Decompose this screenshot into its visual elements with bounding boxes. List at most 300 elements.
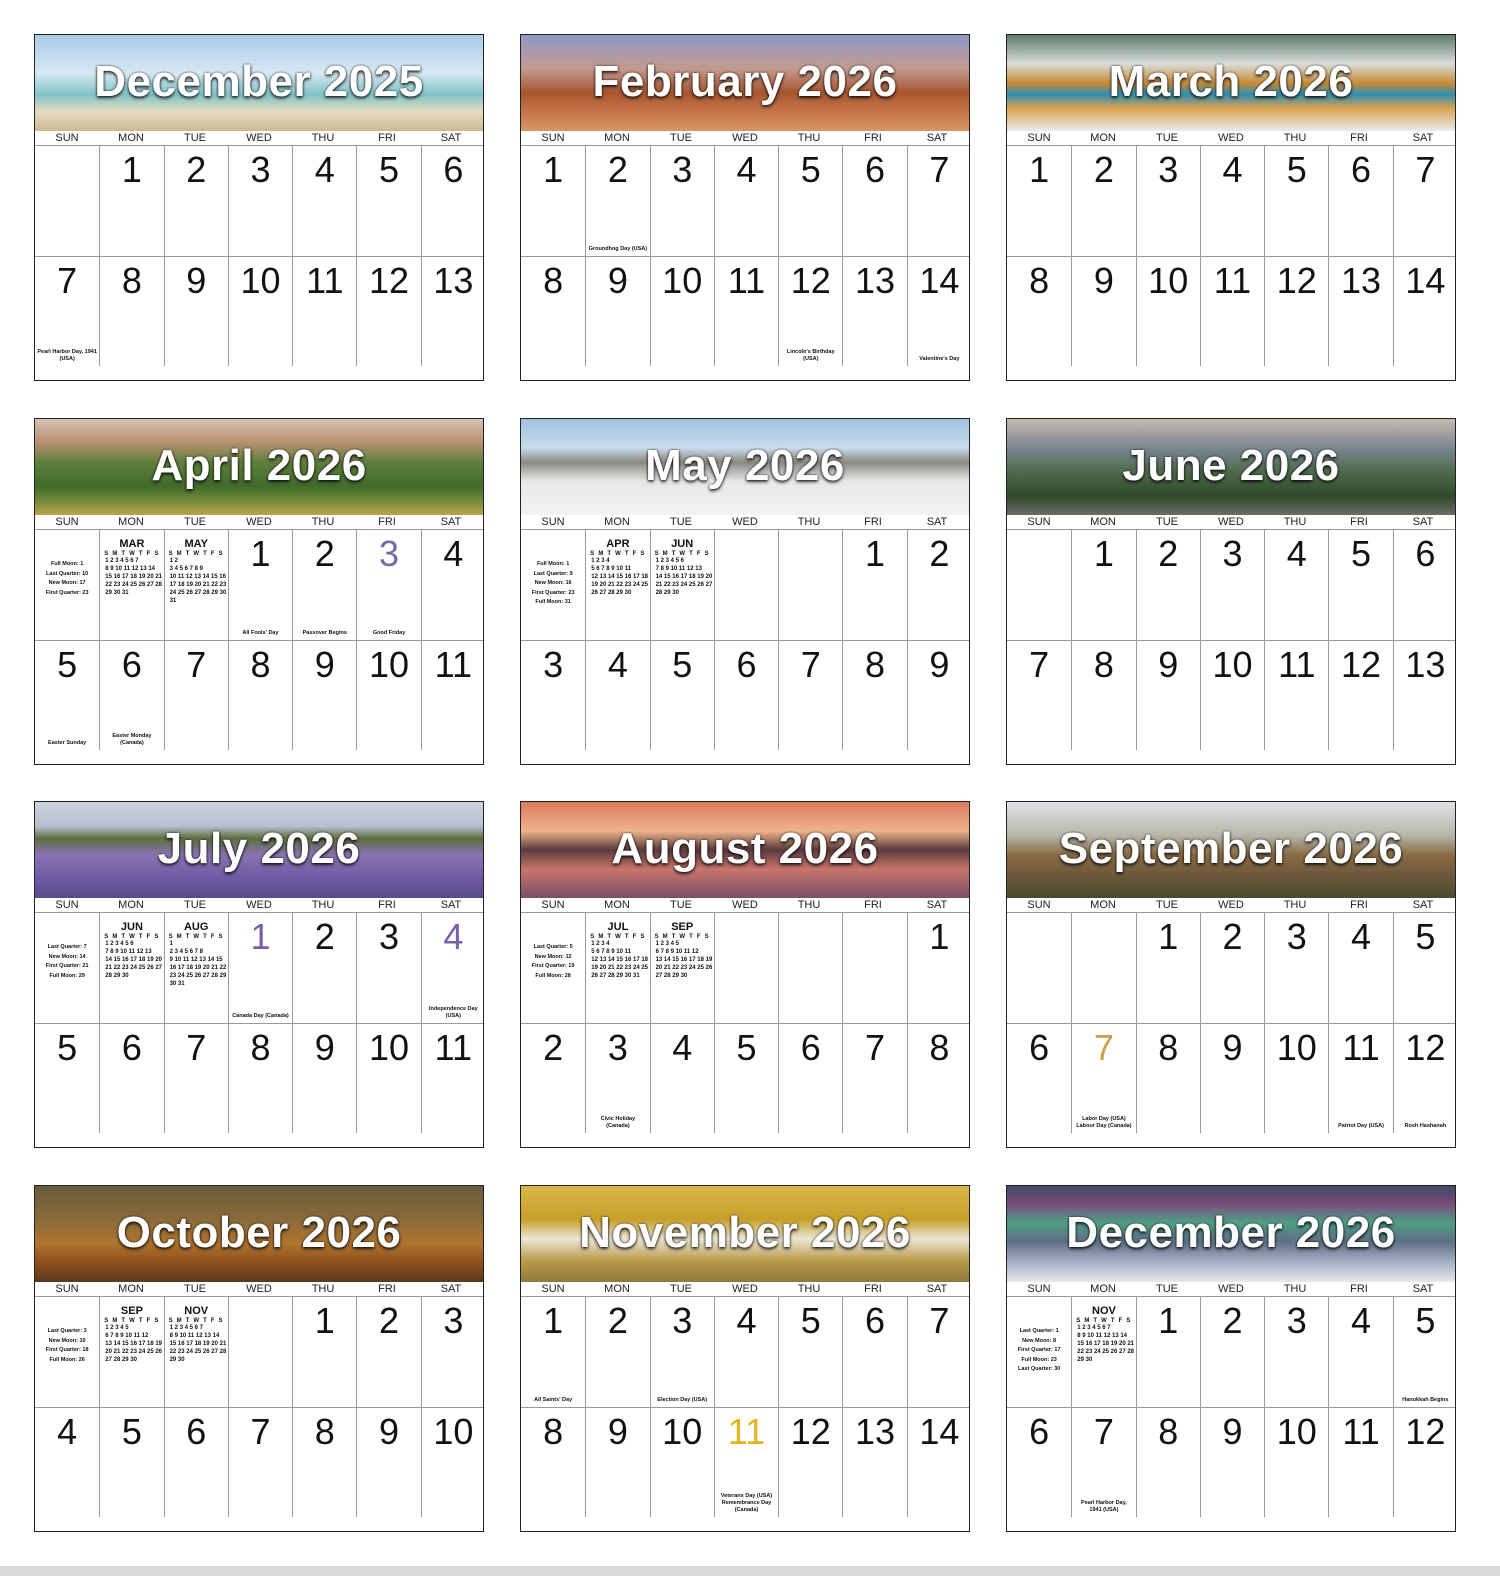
day-number: 5 — [1415, 1300, 1436, 1341]
day-cell — [778, 1407, 842, 1517]
day-cell — [164, 146, 228, 256]
day-cell — [228, 640, 292, 750]
day-number: 6 — [1351, 149, 1372, 190]
day-cell — [1007, 1407, 1071, 1517]
holiday-note: Rosh Hashanah — [1404, 1123, 1447, 1129]
day-cell — [356, 146, 420, 256]
day-cell — [1200, 256, 1264, 366]
weekday-label: WED — [1218, 899, 1244, 911]
mini-week-row: 31 — [169, 598, 177, 604]
weekday-label: FRI — [1350, 516, 1368, 528]
day-number: 7 — [865, 1027, 886, 1068]
mini-week-row: 8 9 10 11 12 13 14 — [169, 1333, 220, 1339]
day-cell — [292, 256, 356, 366]
day-grid — [35, 146, 483, 366]
month-title: June 2026 — [1122, 441, 1340, 490]
day-cell — [292, 913, 356, 1023]
day-cell — [1071, 530, 1135, 640]
weekday-label: FRI — [378, 1283, 396, 1295]
day-number: 8 — [250, 644, 271, 685]
weekday-label: THU — [1283, 516, 1307, 528]
weekday-label: SUN — [55, 1283, 79, 1295]
day-cell — [842, 146, 906, 256]
weekday-label: TUE — [670, 132, 692, 144]
weekday-header — [35, 515, 483, 530]
mini-calendar — [167, 921, 226, 988]
day-cell — [421, 1023, 484, 1133]
day-grid — [1007, 146, 1455, 366]
aurora-lake-photo — [1007, 1186, 1455, 1282]
moon-phases — [523, 560, 583, 608]
day-cell — [585, 530, 649, 640]
day-cell — [1264, 1407, 1328, 1517]
day-number: 10 — [1148, 260, 1189, 301]
mini-week-row: 3 4 5 6 7 8 9 — [169, 566, 203, 572]
day-cell — [164, 1297, 228, 1407]
weekday-header — [35, 131, 483, 146]
weekday-label: SAT — [1412, 516, 1434, 528]
day-cell — [714, 1407, 778, 1517]
day-cell — [421, 146, 484, 256]
day-cell — [1200, 640, 1264, 750]
mini-calendar — [653, 538, 712, 597]
mini-month-name: MAR — [119, 538, 145, 550]
mini-weekday-row: S M T W T F S — [104, 1318, 160, 1324]
day-cell — [1393, 1407, 1456, 1517]
moon-phases — [37, 1327, 97, 1365]
weekday-header — [1007, 131, 1455, 146]
mini-weekday-row: S M T W T F S — [590, 934, 646, 940]
mini-week-row: 12 13 14 15 16 17 18 — [591, 957, 648, 963]
day-grid — [521, 1297, 969, 1517]
day-number: 10 — [1212, 644, 1253, 685]
month-panel — [1006, 418, 1456, 765]
day-cell — [1007, 1023, 1071, 1133]
day-cell — [907, 1297, 970, 1407]
day-number: 3 — [1222, 533, 1243, 574]
day-number: 1 — [314, 1300, 335, 1341]
hot-spring-photo — [1007, 35, 1455, 131]
weekday-label: TUE — [184, 516, 206, 528]
holiday-note: Easter Sunday — [48, 740, 87, 746]
day-number: 8 — [1029, 260, 1050, 301]
mini-week-row: 6 7 8 9 10 11 12 — [655, 949, 699, 955]
day-number: 9 — [1158, 644, 1179, 685]
day-number: 8 — [250, 1027, 271, 1068]
mini-week-row: 2 3 4 5 6 7 8 — [169, 949, 203, 955]
day-cell — [228, 1297, 292, 1407]
day-number: 6 — [800, 1027, 821, 1068]
day-grid — [35, 913, 483, 1133]
day-number: 12 — [1276, 260, 1317, 301]
mini-week-row: 1 2 3 4 — [591, 558, 610, 564]
holiday-note: All Saints' Day — [534, 1397, 573, 1403]
day-cell — [585, 256, 649, 366]
day-cell — [521, 1297, 585, 1407]
aspen-grove-photo — [521, 1186, 969, 1282]
holiday-note: Independence Day (USA) — [429, 1006, 478, 1019]
moon-phase-line: New Moon: 8 — [1022, 1337, 1057, 1344]
mini-week-row: 30 31 — [169, 981, 185, 987]
moon-phase-line: Last Quarter: 1 — [1019, 1328, 1059, 1334]
day-cell — [164, 256, 228, 366]
moon-phase-line: Full Moon: 1 — [50, 561, 84, 567]
joshua-tree-photo — [1007, 802, 1455, 898]
month-panel — [34, 34, 484, 381]
day-cell — [585, 640, 649, 750]
day-number: 1 — [543, 149, 564, 190]
moon-phase-line: Last Quarter: 3 — [47, 1328, 87, 1334]
weekday-label: TUE — [670, 899, 692, 911]
day-number: 8 — [1093, 644, 1114, 685]
day-cell — [1328, 256, 1392, 366]
weekday-label: WED — [246, 899, 272, 911]
day-number: 3 — [250, 149, 271, 190]
day-cell — [714, 1023, 778, 1133]
day-number: 3 — [672, 149, 693, 190]
day-number: 9 — [929, 644, 950, 685]
day-cell — [1136, 146, 1200, 256]
day-cell — [1393, 1023, 1456, 1133]
day-number: 4 — [1351, 916, 1372, 957]
holiday-note: All Fools' Day — [242, 630, 279, 636]
day-cell — [907, 530, 970, 640]
day-number: 8 — [314, 1411, 335, 1452]
day-grid — [521, 530, 969, 750]
day-cell — [650, 1023, 714, 1133]
day-cell — [1264, 530, 1328, 640]
day-cell — [1071, 640, 1135, 750]
weekday-label: TUE — [1156, 1283, 1178, 1295]
day-number: 14 — [919, 260, 960, 301]
mini-month-name: JUL — [607, 921, 629, 933]
mini-month-name: NOV — [1092, 1305, 1116, 1317]
mini-month-name: MAY — [184, 538, 208, 550]
holiday-note: Hanukkah Begins — [1402, 1397, 1449, 1403]
weekday-label: SUN — [541, 1283, 565, 1295]
day-cell — [421, 1297, 484, 1407]
day-number: 8 — [865, 644, 886, 685]
day-cell — [1393, 913, 1456, 1023]
day-cell — [228, 256, 292, 366]
day-cell — [1264, 640, 1328, 750]
day-number: 6 — [121, 1027, 142, 1068]
day-number: 5 — [1351, 533, 1372, 574]
day-number: 2 — [929, 533, 950, 574]
day-cell — [35, 1023, 99, 1133]
day-cell — [714, 530, 778, 640]
day-cell — [1136, 1023, 1200, 1133]
moon-phases — [37, 560, 97, 598]
day-cell — [778, 530, 842, 640]
day-cell — [778, 913, 842, 1023]
weekday-label: SUN — [1027, 516, 1051, 528]
day-cell — [1328, 640, 1392, 750]
weekday-label: SAT — [1412, 132, 1434, 144]
day-cell — [585, 913, 649, 1023]
day-cell — [714, 1297, 778, 1407]
day-number: 11 — [727, 260, 766, 301]
day-number: 1 — [543, 1300, 564, 1341]
weekday-label: THU — [311, 516, 335, 528]
mini-week-row: 8 9 10 11 12 13 14 — [1077, 1333, 1127, 1339]
mini-weekday-row: S M T W T F S — [1076, 1318, 1132, 1324]
day-cell — [1071, 1407, 1135, 1517]
moon-phase-line: First Quarter: 18 — [45, 1347, 89, 1353]
day-cell — [1328, 1297, 1392, 1407]
mini-month-name: NOV — [184, 1305, 209, 1317]
mini-week-row: 21 22 23 24 25 26 27 — [655, 582, 713, 588]
weekday-label: THU — [797, 899, 821, 911]
day-cell — [842, 913, 906, 1023]
day-cell — [292, 146, 356, 256]
mini-calendar — [588, 921, 647, 980]
day-cell — [356, 913, 420, 1023]
weekday-label: THU — [1283, 899, 1307, 911]
moon-phase-line: New Moon: 16 — [534, 580, 572, 586]
day-cell — [1136, 1297, 1200, 1407]
holiday-note: Easter Monday (Canada) — [112, 733, 152, 746]
mini-weekday-row: S M T W T F S — [168, 934, 224, 940]
day-cell — [228, 1023, 292, 1133]
day-cell — [421, 640, 484, 750]
holiday-note: Pearl Harbor Day, 1941 (USA) — [1081, 1500, 1127, 1513]
day-cell — [99, 530, 163, 640]
day-cell — [585, 1023, 649, 1133]
day-cell — [1136, 256, 1200, 366]
weekday-label: WED — [1218, 516, 1244, 528]
wildflower-meadow-photo — [35, 419, 483, 515]
moon-phase-line: Last Quarter: 30 — [1018, 1366, 1061, 1372]
mini-weekday-row: S M T W T F S — [654, 934, 710, 940]
moon-phase-line: Full Moon: 23 — [1021, 1356, 1057, 1363]
day-cell — [1007, 1297, 1071, 1407]
weekday-label: THU — [797, 516, 821, 528]
weekday-label: FRI — [1350, 1283, 1368, 1295]
day-grid — [1007, 913, 1455, 1133]
moon-phase-line: Full Moon: 28 — [535, 972, 571, 979]
day-number: 14 — [919, 1411, 960, 1452]
day-number: 3 — [1286, 1300, 1307, 1341]
day-cell — [99, 1407, 163, 1517]
day-cell — [421, 256, 484, 366]
day-cell — [907, 913, 970, 1023]
day-number: 9 — [314, 644, 335, 685]
weekday-label: TUE — [1156, 516, 1178, 528]
day-number: 12 — [790, 260, 831, 301]
month-panel — [520, 34, 970, 381]
day-cell — [1071, 1023, 1135, 1133]
mini-weekday-row: S M T W T F S — [168, 551, 224, 557]
day-number: 5 — [736, 1027, 757, 1068]
mini-week-row: 14 15 16 17 18 19 20 — [655, 574, 713, 580]
day-number: 4 — [736, 149, 757, 190]
mini-week-row: 15 16 17 18 19 20 21 — [169, 1341, 227, 1347]
day-number: 1 — [121, 149, 142, 190]
day-cell — [907, 1023, 970, 1133]
mini-week-row: 20 21 22 23 24 25 26 — [655, 965, 713, 971]
day-number: 8 — [121, 260, 142, 301]
day-number: 1 — [1093, 533, 1114, 574]
day-number: 2 — [314, 533, 335, 574]
day-number: 13 — [855, 1411, 896, 1452]
holiday-note: Civic Holiday (Canada) — [600, 1116, 636, 1129]
day-cell — [778, 640, 842, 750]
moon-phases — [1009, 1327, 1069, 1375]
weekday-label: TUE — [1156, 899, 1178, 911]
day-cell — [1136, 1407, 1200, 1517]
day-grid — [1007, 1297, 1455, 1517]
desert-monuments-photo — [521, 35, 969, 131]
day-number: 4 — [1351, 1300, 1372, 1341]
mini-week-row: 1 2 — [169, 558, 178, 564]
moon-phase-line: First Quarter: 23 — [45, 589, 89, 596]
day-number: 9 — [607, 1411, 628, 1452]
mini-month-name: JUN — [120, 921, 143, 933]
mini-week-row: 29 30 — [169, 1357, 185, 1363]
weekday-label: THU — [1283, 1283, 1307, 1295]
day-cell — [1200, 1297, 1264, 1407]
day-cell — [521, 146, 585, 256]
day-number: 13 — [433, 260, 474, 301]
weekday-label: THU — [1283, 132, 1307, 144]
weekday-label: TUE — [670, 1283, 692, 1295]
day-number: 2 — [543, 1027, 564, 1068]
weekday-label: MON — [118, 1283, 144, 1295]
mini-week-row: 1 2 3 4 5 — [105, 1325, 129, 1331]
day-grid — [1007, 530, 1455, 750]
day-number: 5 — [121, 1411, 142, 1452]
weekday-label: SUN — [1027, 899, 1051, 911]
weekday-label: SUN — [541, 132, 565, 144]
month-panel — [520, 1185, 970, 1532]
day-number: 7 — [1093, 1027, 1114, 1068]
weekday-label: THU — [797, 1283, 821, 1295]
day-cell — [1200, 530, 1264, 640]
weekday-label: SUN — [541, 516, 565, 528]
moon-phase-line: Last Quarter: 9 — [533, 570, 573, 577]
day-number: 7 — [1415, 149, 1436, 190]
day-cell — [99, 1023, 163, 1133]
day-cell — [99, 913, 163, 1023]
month-title: October 2026 — [116, 1208, 402, 1257]
day-cell — [521, 913, 585, 1023]
day-number: 13 — [855, 260, 896, 301]
weekday-label: TUE — [184, 132, 206, 144]
day-cell — [842, 1297, 906, 1407]
moon-phase-line: First Quarter: 17 — [1017, 1347, 1061, 1353]
month-title: July 2026 — [157, 824, 361, 873]
day-cell — [714, 913, 778, 1023]
mini-week-row: 1 2 3 4 5 6 7 — [105, 558, 139, 564]
day-cell — [1007, 146, 1071, 256]
weekday-label: SAT — [440, 899, 462, 911]
mini-week-row: 13 14 15 16 17 18 19 — [105, 1341, 162, 1347]
weekday-label: SAT — [440, 1283, 462, 1295]
day-cell — [650, 530, 714, 640]
weekday-label: WED — [732, 132, 758, 144]
day-cell — [35, 146, 99, 256]
day-cell — [1264, 256, 1328, 366]
day-number: 10 — [1276, 1411, 1317, 1452]
day-number: 3 — [1158, 149, 1179, 190]
day-number: 7 — [929, 149, 950, 190]
day-cell — [778, 256, 842, 366]
weekday-label: SAT — [926, 132, 948, 144]
mini-week-row: 22 23 24 25 26 27 28 — [1077, 1349, 1134, 1355]
day-cell — [35, 530, 99, 640]
day-cell — [164, 640, 228, 750]
moon-phase-line: Full Moon: 31 — [535, 599, 571, 605]
day-number: 10 — [240, 260, 281, 301]
day-number: 6 — [1029, 1027, 1050, 1068]
mini-week-row: 22 23 24 25 26 27 28 — [169, 1349, 227, 1355]
mini-week-row: 14 15 16 17 18 19 20 — [105, 957, 162, 963]
day-number: 8 — [929, 1027, 950, 1068]
weekday-label: SAT — [1412, 1283, 1434, 1295]
weekday-label: TUE — [1156, 132, 1178, 144]
day-cell — [907, 1407, 970, 1517]
day-number: 10 — [662, 1411, 703, 1452]
day-number: 6 — [121, 644, 142, 685]
mini-week-row: 1 2 3 4 5 — [655, 941, 679, 947]
day-cell — [1071, 1297, 1135, 1407]
day-number: 11 — [1342, 1411, 1380, 1452]
day-cell — [99, 146, 163, 256]
day-number: 2 — [607, 1300, 628, 1341]
weekday-label: SUN — [55, 516, 79, 528]
weekday-label: SAT — [1412, 899, 1434, 911]
day-cell — [228, 1407, 292, 1517]
mini-weekday-row: S M T W T F S — [104, 551, 160, 557]
day-number: 7 — [250, 1411, 271, 1452]
autumn-forest-photo — [35, 1186, 483, 1282]
day-number: 3 — [443, 1300, 464, 1341]
weekday-label: SUN — [1027, 1283, 1051, 1295]
day-cell — [35, 256, 99, 366]
holiday-note: Lincoln's Birthday (USA) — [786, 349, 835, 362]
weekday-header — [35, 1282, 483, 1297]
month-panel — [520, 801, 970, 1148]
day-number: 2 — [1222, 916, 1243, 957]
day-number: 8 — [543, 1411, 564, 1452]
day-cell — [907, 640, 970, 750]
moon-phase-line: New Moon: 17 — [48, 580, 86, 586]
day-number: 8 — [543, 260, 564, 301]
day-number: 11 — [1213, 260, 1252, 301]
day-number: 5 — [800, 1300, 821, 1341]
mini-calendar — [167, 1305, 226, 1364]
weekday-label: FRI — [1350, 132, 1368, 144]
weekday-label: MON — [1090, 132, 1116, 144]
moon-phase-line: First Quarter: 21 — [45, 963, 89, 969]
day-cell — [778, 1023, 842, 1133]
day-cell — [842, 1407, 906, 1517]
month-panel — [1006, 34, 1456, 381]
day-number: 12 — [1405, 1411, 1446, 1452]
mini-weekday-row: S M T W T F S — [104, 934, 160, 940]
month-title: April 2026 — [151, 441, 367, 490]
weekday-header — [1007, 515, 1455, 530]
day-cell — [1007, 913, 1071, 1023]
day-number: 6 — [1029, 1411, 1050, 1452]
day-number: 2 — [1158, 533, 1179, 574]
mini-month-name: SEP — [120, 1305, 143, 1317]
day-number: 2 — [1093, 149, 1114, 190]
weekday-label: FRI — [864, 899, 882, 911]
day-number: 7 — [1029, 644, 1050, 685]
day-cell — [1393, 530, 1456, 640]
